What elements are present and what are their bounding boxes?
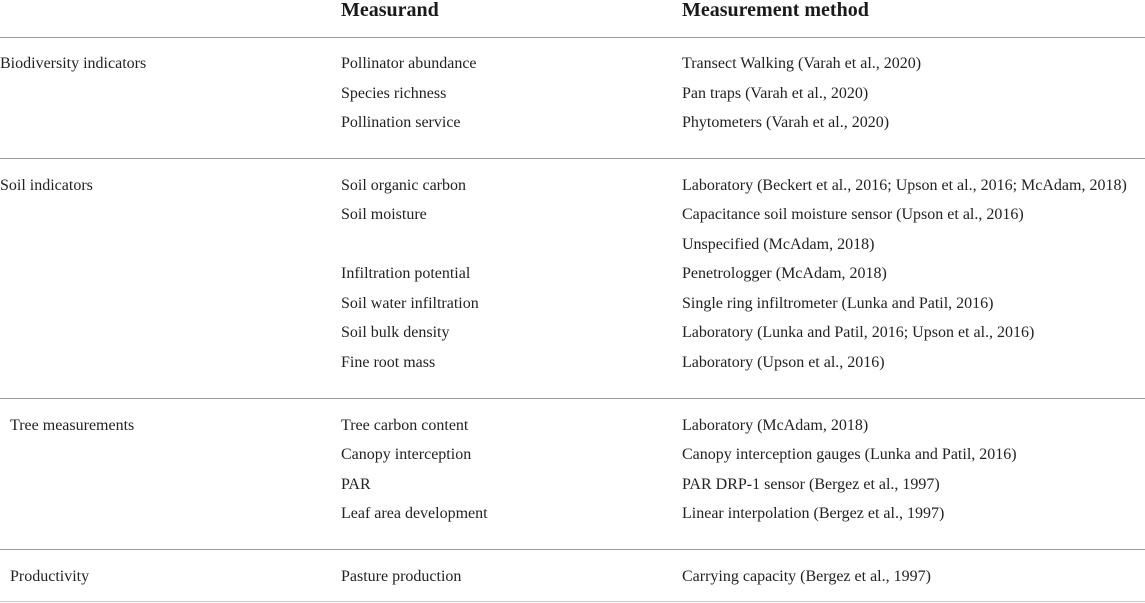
measurand-cell: Soil moisture [341, 206, 427, 223]
measurand-cell: Pollinator abundance [341, 55, 477, 72]
measurand-cell: Pasture production [341, 568, 462, 585]
measurand-cell: Soil organic carbon [341, 177, 467, 194]
method-cell: Unspecified (McAdam, 2018) [682, 236, 875, 253]
method-cell: Laboratory (Beckert et al., 2016; Upson et al., 2016; McAdam, 2018) [682, 177, 1127, 194]
method-cell: Laboratory (Lunka and Patil, 2016; Upson et al., 2016) [682, 324, 1035, 341]
measurand-cell: Canopy interception [341, 446, 472, 463]
measurand-cell: Fine root mass [341, 354, 436, 371]
measurand-cell: PAR [341, 476, 371, 493]
table-header [0, 0, 1145, 36]
method-cell: Pan traps (Varah et al., 2020) [682, 85, 869, 102]
measurand-cell: Soil water infiltration [341, 295, 479, 312]
method-cell: Transect Walking (Varah et al., 2020) [682, 55, 922, 72]
method-cell: PAR DRP-1 sensor (Bergez et al., 1997) [682, 476, 940, 493]
category-label: Tree measurements [10, 417, 135, 434]
header-rule [0, 37, 1145, 38]
method-cell: Linear interpolation (Bergez et al., 1997) [682, 505, 945, 522]
measurand-cell: Soil bulk density [341, 324, 450, 341]
measurand-cell: Species richness [341, 85, 447, 102]
method-cell: Penetrologger (McAdam, 2018) [682, 265, 887, 282]
measurand-cell: Tree carbon content [341, 417, 469, 434]
group-rule [0, 158, 1145, 159]
header-measurand: Measurand [341, 0, 439, 21]
group-rule [0, 549, 1145, 550]
header-measurement-method: Measurement method [682, 0, 869, 21]
measurand-cell: Infiltration potential [341, 265, 471, 282]
method-cell: Phytometers (Varah et al., 2020) [682, 114, 890, 131]
measurand-cell: Pollination service [341, 114, 461, 131]
group-rule [0, 398, 1145, 399]
measurand-cell: Leaf area development [341, 505, 488, 522]
method-cell: Single ring infiltrometer (Lunka and Patil, 2016) [682, 295, 994, 312]
table-bottom-rule [0, 601, 1145, 602]
method-cell: Laboratory (Upson et al., 2016) [682, 354, 885, 371]
method-cell: Carrying capacity (Bergez et al., 1997) [682, 568, 931, 585]
method-cell: Canopy interception gauges (Lunka and Patil, 2016) [682, 446, 1017, 463]
method-cell: Laboratory (McAdam, 2018) [682, 417, 869, 434]
category-label: Biodiversity indicators [0, 55, 147, 72]
category-label: Soil indicators [0, 177, 93, 194]
method-cell: Capacitance soil moisture sensor (Upson et al., 2016) [682, 206, 1024, 223]
category-label: Productivity [10, 568, 90, 585]
